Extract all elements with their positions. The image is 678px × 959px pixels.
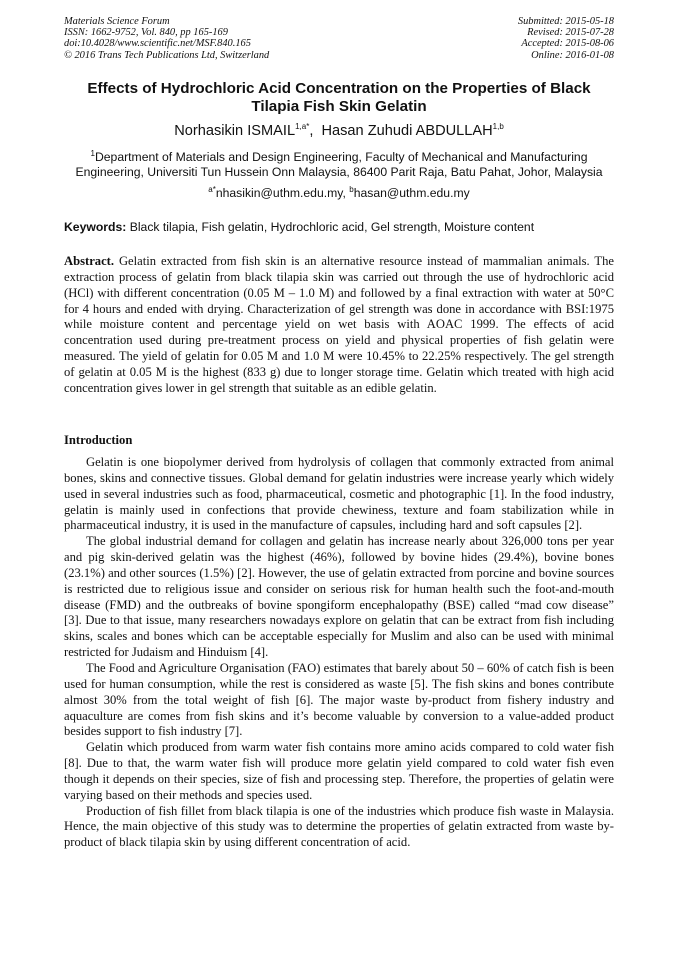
journal-copyright: © 2016 Trans Tech Publications Ltd, Switzerland <box>64 49 270 61</box>
revised-date: Revised: 2015-07-28 <box>527 27 614 39</box>
affiliation <box>50 150 628 181</box>
keywords <box>64 220 624 235</box>
affiliation-line-1: Department of Materials and Design Engineering, Faculty of Mechanical and Manufacturing <box>94 150 588 164</box>
email-2-sup: b <box>349 184 354 194</box>
author-2-affil: 1,b <box>492 122 504 132</box>
accepted-date: Accepted: 2015-08-06 <box>521 38 614 50</box>
affiliation-sup: 1 <box>90 148 95 158</box>
introduction-heading: Introduction <box>64 433 133 447</box>
intro-paragraph-2: The global industrial demand for collagen and gelatin has increase nearly about 326,000 tons per year and pig skin-derived gelatin was the highest (46%), followed by bovine hides (29.4%), bovine bones (23.1%) and other sources (1.5%) [2]. However, the use of gelatin extracted from porcine and bovine sources is restricted due to religious issue and consider on serious risk for human health such the foot-and-mouth disease (FMD) and the outbreaks of bovine spongiform encephalopathy (BSE) called “mad cow disease” [3]. Due to that issue, many researchers nowadays explore on gelatin that can be extract from fish including skins, scales and bones which can be acceptable especially for Muslim and also can be used with minimal restricted for Judaism and Hinduism [4]. <box>64 534 614 660</box>
abstract <box>64 254 614 397</box>
submitted-date: Submitted: 2015-05-18 <box>517 16 614 27</box>
email-1-sup: a* <box>208 184 216 194</box>
abstract-text: Gelatin extracted from fish skin is an alternative resource instead of mammalian animals. The extraction process of gelatin from black tilapia skin was carried out through the use of hydrochloric acid (HCl) with different concentration (0.05 M – 1.0 M) and followed by a final extraction with water at 50°C for 4 hours and ended with drying. Characterization of gel strength was done in accordance with BSI:1975 while moisture content and percentage yield on wet basis with AOAC 1999. The effects of acid concentration used during pre-treatment process on yield and physical properties of fish gelatin were measured. The yield of gelatin for 0.05 M and 1.0 M were 10.45% to 22.25% respectively. The gel strength of gelatin at 0.05 M is the highest (833 g) due to longer storage time. Gelatin which treated with high acid concentration gives lower in gel strength that suitable as an edible gelatin. <box>64 254 614 395</box>
abstract-label: Abstract. <box>64 254 115 268</box>
title-line-1: Effects of Hydrochloric Acid Concentration on the Properties of Black <box>87 80 591 97</box>
journal-issn: ISSN: 1662-9752, Vol. 840, pp 165-169 <box>64 27 228 39</box>
author-1-affil: 1,a* <box>295 122 310 132</box>
keywords-label: Keywords: <box>64 220 127 234</box>
submission-dates <box>518 16 614 61</box>
journal-info <box>64 16 269 61</box>
intro-paragraph-5: Production of fish fillet from black tilapia is one of the industries which produce fish waste in Malaysia. Hence, the main objective of this study was to determine the properties of gelatin extracted from waste by-product of black tilapia skin by using different concentration of acid. <box>64 803 614 850</box>
author-emails <box>40 186 638 201</box>
paper-title <box>40 80 638 116</box>
journal-name: Materials Science Forum <box>64 16 170 27</box>
author-1: Norhasikin ISMAIL <box>174 123 296 139</box>
author-list <box>40 122 638 140</box>
keywords-text: Black tilapia, Fish gelatin, Hydrochloric acid, Gel strength, Moisture content <box>126 220 535 234</box>
intro-paragraph-4: Gelatin which produced from warm water fish contains more amino acids compared to cold water fish [8]. Due to that, the warm water fish will produce more gelatin yield compared to cold water fish even though it depends on their species, size of fish and processing step. Therefore, the properties of gelatin were varying based on their methods and species used. <box>64 740 614 802</box>
affiliation-line-2: Engineering, Universiti Tun Hussein Onn Malaysia, 86400 Parit Raja, Batu Pahat, Johor, Malaysia <box>75 165 603 180</box>
author-separator: , <box>309 123 322 139</box>
introduction-body <box>64 455 614 851</box>
author-2: Hasan Zuhudi ABDULLAH <box>321 123 493 139</box>
online-date: Online: 2016-01-08 <box>531 49 614 61</box>
email-1: nhasikin@uthm.edu.my, <box>215 186 350 200</box>
intro-paragraph-3: The Food and Agriculture Organisation (FAO) estimates that barely about 50 – 60% of catch fish is been used for human consumption, while the rest is considered as waste [5]. The fish skins and bones contribute almost 30% from the total weight of fish [6]. The major waste by-product from fishery industry and aquaculture are comes from fish skins and it’s become valuable by conversion to a value-added product besides support to fish industry [7]. <box>64 660 614 739</box>
title-line-2: Tilapia Fish Skin Gelatin <box>251 98 427 115</box>
email-2: hasan@uthm.edu.my <box>353 186 470 200</box>
journal-doi: doi:10.4028/www.scientific.net/MSF.840.165 <box>64 38 251 50</box>
intro-paragraph-1: Gelatin is one biopolymer derived from hydrolysis of collagen that commonly extracted from animal bones, skins and connective tissues. Global demand for gelatin industries were increase yearly which widely used in several industries such as food, pharmaceutical, cosmetic and photographic [1]. In the food industry, gelatin is mainly used in confections that provide chewiness, texture and foam stabilization while in pharmaceutical industry, it is used in the manufacture of capsules, including hard and soft capsules [2]. <box>64 455 614 533</box>
